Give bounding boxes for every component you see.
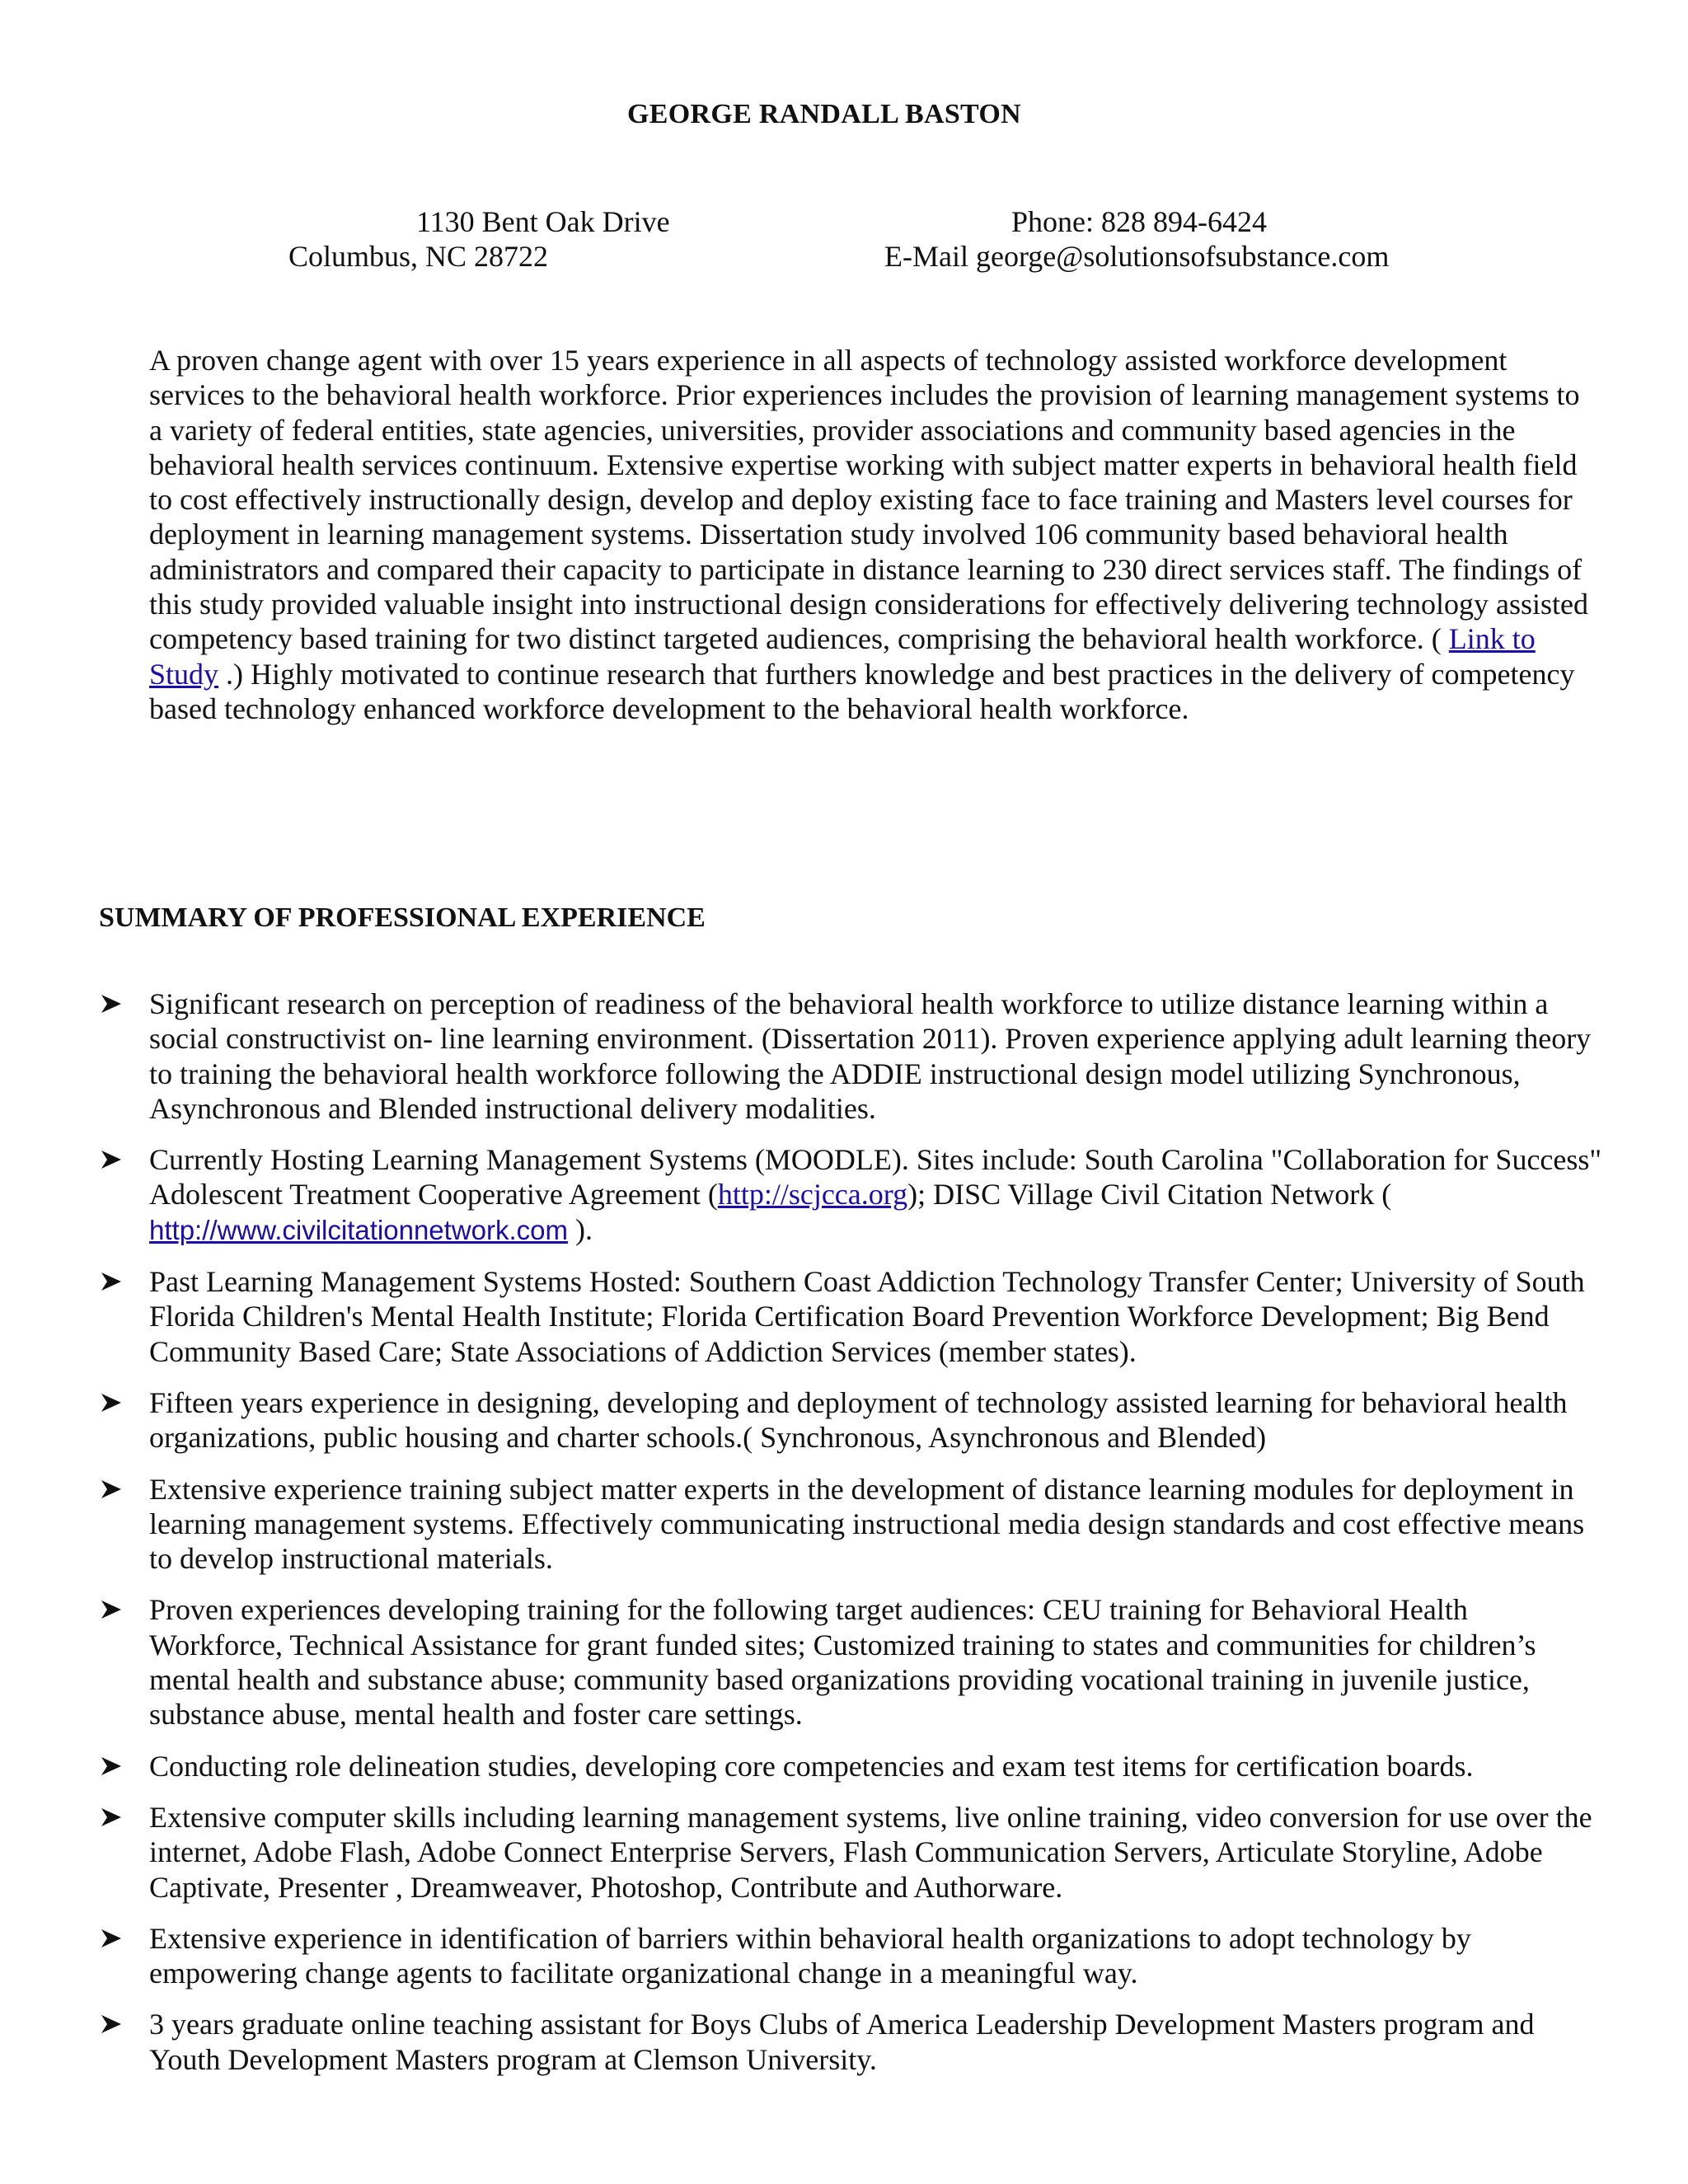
list-item: [99, 1264, 1607, 1369]
list-item: [99, 1142, 1607, 1248]
arrowhead-bullet-icon: [101, 987, 125, 1021]
bullet-text: ); DISC Village Civil Citation Network (: [907, 1178, 1392, 1212]
address-line-2: Columbus, NC 28722: [288, 240, 549, 273]
intro-text-start: A proven change agent with over 15 years experience in all aspects of technology assisted workforce development services to the behavioral health workforce. Prior experiences includes the provision of learning management systems to a variety of federal entities, state agencies, universities, provider associations and community based agencies in the behavioral health services continuum. Extensive expertise working with subject matter experts in behavioral health field to cost effectively instructionally design, develop and deploy existing face to face training and Masters level courses for deployment in learning management systems. Dissertation study involved 106 community based behavioral health administrators and compared their capacity to participate in distance learning to 230 direct services staff. The findings of this study provided valuable insight into instructional design considerations for effectively delivering technology assisted competency based training for two distinct targeted audiences, comprising the behavioral health workforce. (: [149, 344, 1588, 656]
intro-paragraph: [149, 343, 1600, 726]
bullet-text: Past Learning Management Systems Hosted: Southern Coast Addiction Technology Transfer Center; University of South Florida Children's Mental Health Institute; Florida Certification Board Prevention Workforce Development; Big Bend Community Based Care; State Associations of Addiction Services (member states).: [149, 1265, 1585, 1368]
arrowhead-bullet-icon: [101, 2007, 125, 2041]
arrowhead-bullet-icon: [101, 1264, 125, 1299]
phone-number: Phone: 828 894-6424: [1011, 205, 1267, 238]
address-line-1: 1130 Bent Oak Drive: [416, 205, 670, 238]
bullet-text: Conducting role delineation studies, developing core competencies and exam test items for certification boards.: [149, 1749, 1474, 1783]
bullet-text: Extensive computer skills including learning management systems, live online training, video conversion for use over the internet, Adobe Flash, Adobe Connect Enterprise Servers, Flash Communication Servers, Articulate Storyline, Adobe Captivate, Presenter , Dreamweaver, Photoshop, Contribute and Authorware.: [149, 1800, 1592, 1904]
list-item: [99, 1749, 1607, 1783]
scjcca-link[interactable]: http://scjcca.org: [717, 1178, 908, 1212]
section-heading-experience: SUMMARY OF PROFESSIONAL EXPERIENCE: [99, 902, 706, 933]
list-item: [99, 1385, 1607, 1455]
list-item: [99, 1592, 1607, 1732]
civil-citation-link[interactable]: http://www.civilcitationnetwork.com: [149, 1214, 569, 1245]
arrowhead-bullet-icon: [101, 1921, 125, 1956]
arrowhead-bullet-icon: [101, 1142, 125, 1177]
bullet-text: 3 years graduate online teaching assistant for Boys Clubs of America Leadership Development Masters program and Youth Development Masters program at Clemson University.: [149, 2008, 1535, 2076]
link-to-study[interactable]: Link to Study: [149, 622, 1536, 691]
list-item: [99, 2007, 1607, 2077]
list-item: [99, 1472, 1607, 1577]
list-item: [99, 1800, 1607, 1905]
arrowhead-bullet-icon: [101, 1592, 125, 1627]
list-item: [99, 1921, 1607, 1991]
bullet-text: Proven experiences developing training for the following target audiences: CEU training for Behavioral Health Workforce, Technical Assistance for grant funded sites; Customized training to states and communities for children’s mental health and substance abuse; community based organizations providing vocational training in juvenile justice, substance abuse, mental health and foster care settings.: [149, 1593, 1536, 1732]
bullet-text: Significant research on perception of readiness of the behavioral health workforce to utilize distance learning within a social constructivist on- line learning environment. (Dissertation 2011). Proven experience applying adult learning theory to training the behavioral health workforce following the ADDIE instructional design model utilizing Synchronous, Asynchronous and Blended instructional delivery modalities.: [149, 987, 1592, 1125]
bullet-text: Extensive experience in identification of barriers within behavioral health organizations to adopt technology by empowering change agents to facilitate organizational change in a meaningful way.: [149, 1921, 1471, 1990]
list-item: [99, 987, 1607, 1126]
bullet-text: ).: [568, 1212, 593, 1246]
bullet-text: Fifteen years experience in designing, developing and deployment of technology assisted learning for behavioral health organizations, public housing and charter schools.( Synchronous, Asynchronous and Blended): [149, 1385, 1568, 1455]
arrowhead-bullet-icon: [101, 1472, 125, 1507]
bullet-text: Extensive experience training subject matter experts in the development of distance learning modules for deployment in learning management systems. Effectively communicating instructional media design standards and cost effective means to develop instructional materials.: [149, 1472, 1585, 1576]
experience-list: [99, 987, 1607, 2093]
email-address: E-Mail george@solutionsofsubstance.com: [884, 240, 1390, 273]
bullet-text: Currently Hosting Learning Management Systems (MOODLE). Sites include: South Carolina "Collaboration for Success" Adolescent Treatment Cooperative Agreement (: [149, 1143, 1602, 1212]
arrowhead-bullet-icon: [101, 1800, 125, 1835]
arrowhead-bullet-icon: [101, 1749, 125, 1783]
candidate-name: GEORGE RANDALL BASTON: [627, 99, 1021, 129]
arrowhead-bullet-icon: [101, 1385, 125, 1420]
intro-text-end: .) Highly motivated to continue research that furthers knowledge and best practices in the delivery of competency based technology enhanced workforce development to the behavioral health workforce.: [149, 657, 1575, 725]
